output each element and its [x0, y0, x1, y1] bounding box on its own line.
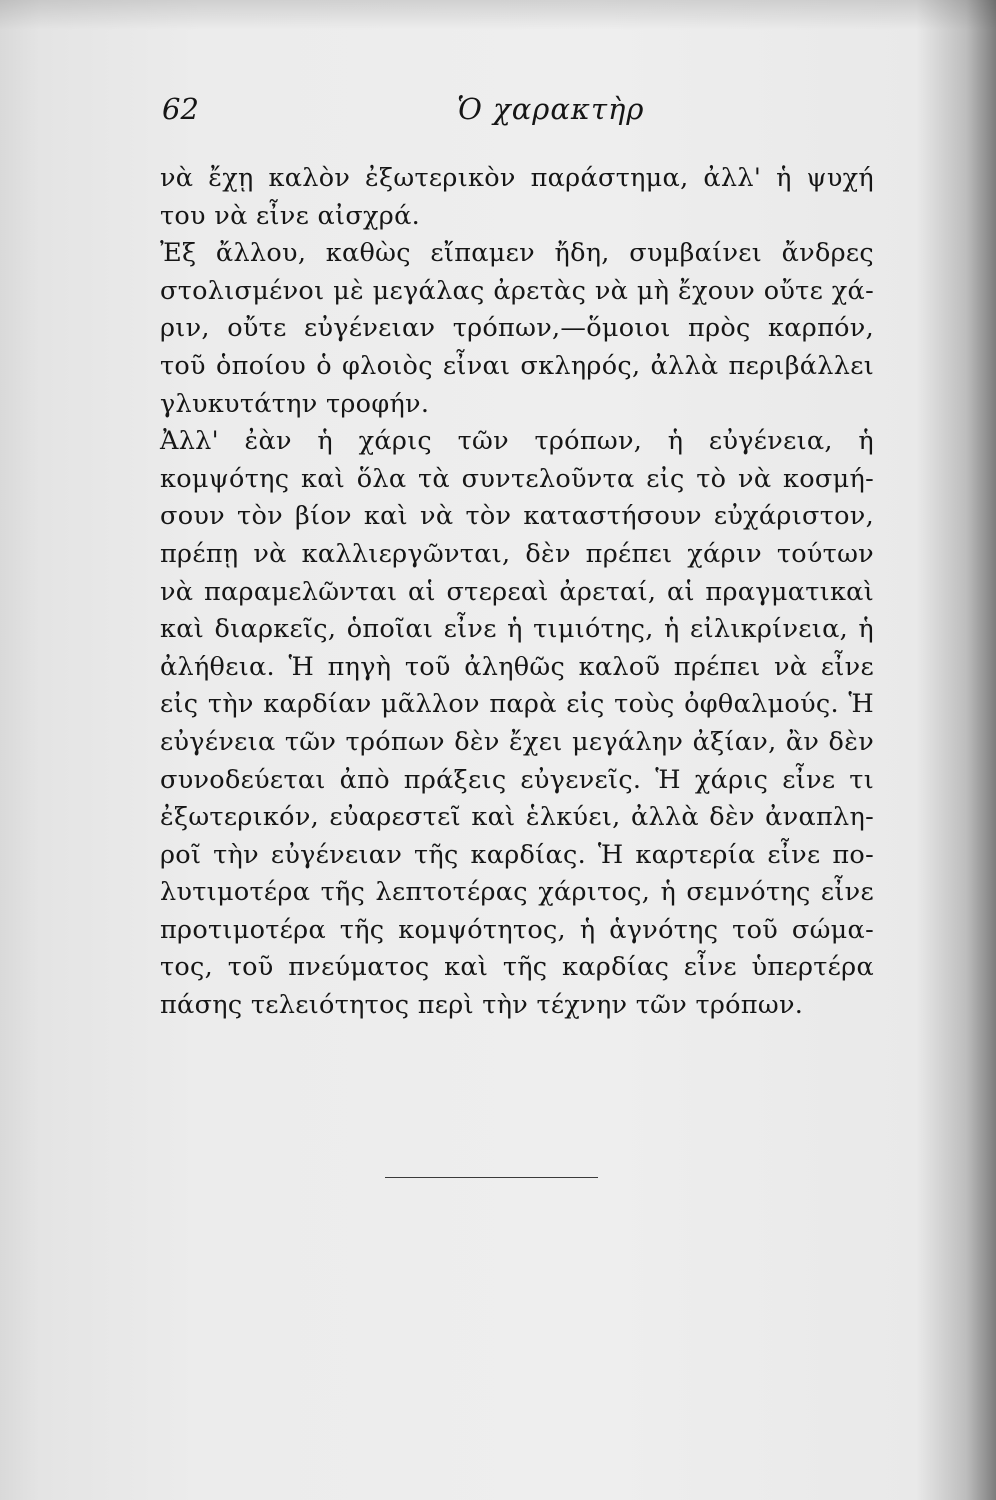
text-line: πάσης τελειότητος περὶ τὴν τέχνην τῶν τρόπων. — [160, 990, 804, 1021]
text-line: κομψότης καὶ ὅλα τὰ συντελοῦντα εἰς τὸ νὰ κοσμή- — [160, 463, 874, 494]
text-line: πρέπῃ νὰ καλλιεργῶνται, δὲν πρέπει χάριν τούτων — [160, 538, 874, 569]
text-line: σουν τὸν βίον καὶ νὰ τὸν καταστήσουν εὐχάριστον, — [160, 501, 874, 532]
text-line: προτιμοτέρα τῆς κομψότητος, ἡ ἁγνότης τοῦ σώμα- — [160, 914, 874, 945]
text-line: νὰ ἔχῃ καλὸν ἐξωτερικὸν παράστημα, ἀλλ' ἡ ψυχή — [160, 163, 874, 193]
text-line: του νὰ εἶνε αἰσχρά. — [160, 200, 421, 231]
body-text — [160, 160, 874, 1025]
running-head: Ὁ χαρακτὴρ — [457, 92, 645, 126]
page-header — [162, 92, 874, 132]
text-line: ἀλήθεια. Ἡ πηγὴ τοῦ ἀληθῶς καλοῦ πρέπει νὰ εἶνε — [160, 651, 874, 682]
text-line: εὐγένεια τῶν τρόπων δὲν ἔχει μεγάλην ἀξίαν, ἂν δὲν — [160, 726, 874, 757]
text-line: τοῦ ὁποίου ὁ φλοιὸς εἶναι σκληρός, ἀλλὰ περιβάλλει — [160, 350, 874, 381]
section-rule — [385, 1177, 598, 1178]
text-line: Ἀλλ' ἐὰν ἡ χάρις τῶν τρόπων, ἡ εὐγένεια, ἡ — [160, 426, 874, 457]
text-line: στολισμένοι μὲ μεγάλας ἀρετὰς νὰ μὴ ἔχουν οὔτε χά- — [160, 275, 874, 306]
text-line: καὶ διαρκεῖς, ὁποῖαι εἶνε ἡ τιμιότης, ἡ εἰλικρίνεια, ἡ — [160, 614, 874, 645]
text-line: λυτιμοτέρα τῆς λεπτοτέρας χάριτος, ἡ σεμνότης εἶνε — [160, 877, 874, 908]
text-line: ἐξωτερικόν, εὐαρεστεῖ καὶ ἑλκύει, ἀλλὰ δὲν ἀναπλη- — [160, 802, 874, 833]
text-line: εἰς τὴν καρδίαν μᾶλλον παρὰ εἰς τοὺς ὀφθαλμούς. Ἡ — [160, 689, 874, 720]
text-line: νὰ παραμελῶνται αἱ στερεαὶ ἀρεταί, αἱ πραγματικαὶ — [160, 576, 874, 607]
text-line: ριν, οὔτε εὐγένειαν τρόπων,—ὅμοιοι πρὸς καρπόν, — [160, 313, 874, 344]
text-line: γλυκυτάτην τροφήν. — [160, 388, 430, 419]
text-line: συνοδεύεται ἀπὸ πράξεις εὐγενεῖς. Ἡ χάρις εἶνε τι — [160, 764, 874, 795]
text-line: ροῖ τὴν εὐγένειαν τῆς καρδίας. Ἡ καρτερία εἶνε πο- — [160, 839, 874, 870]
text-line: Ἐξ ἄλλου, καθὼς εἴπαμεν ἤδη, συμβαίνει ἄνδρες — [160, 238, 874, 269]
page-number: 62 — [162, 92, 199, 126]
text-line: τος, τοῦ πνεύματος καὶ τῆς καρδίας εἶνε ὑπερτέρα — [160, 952, 874, 983]
